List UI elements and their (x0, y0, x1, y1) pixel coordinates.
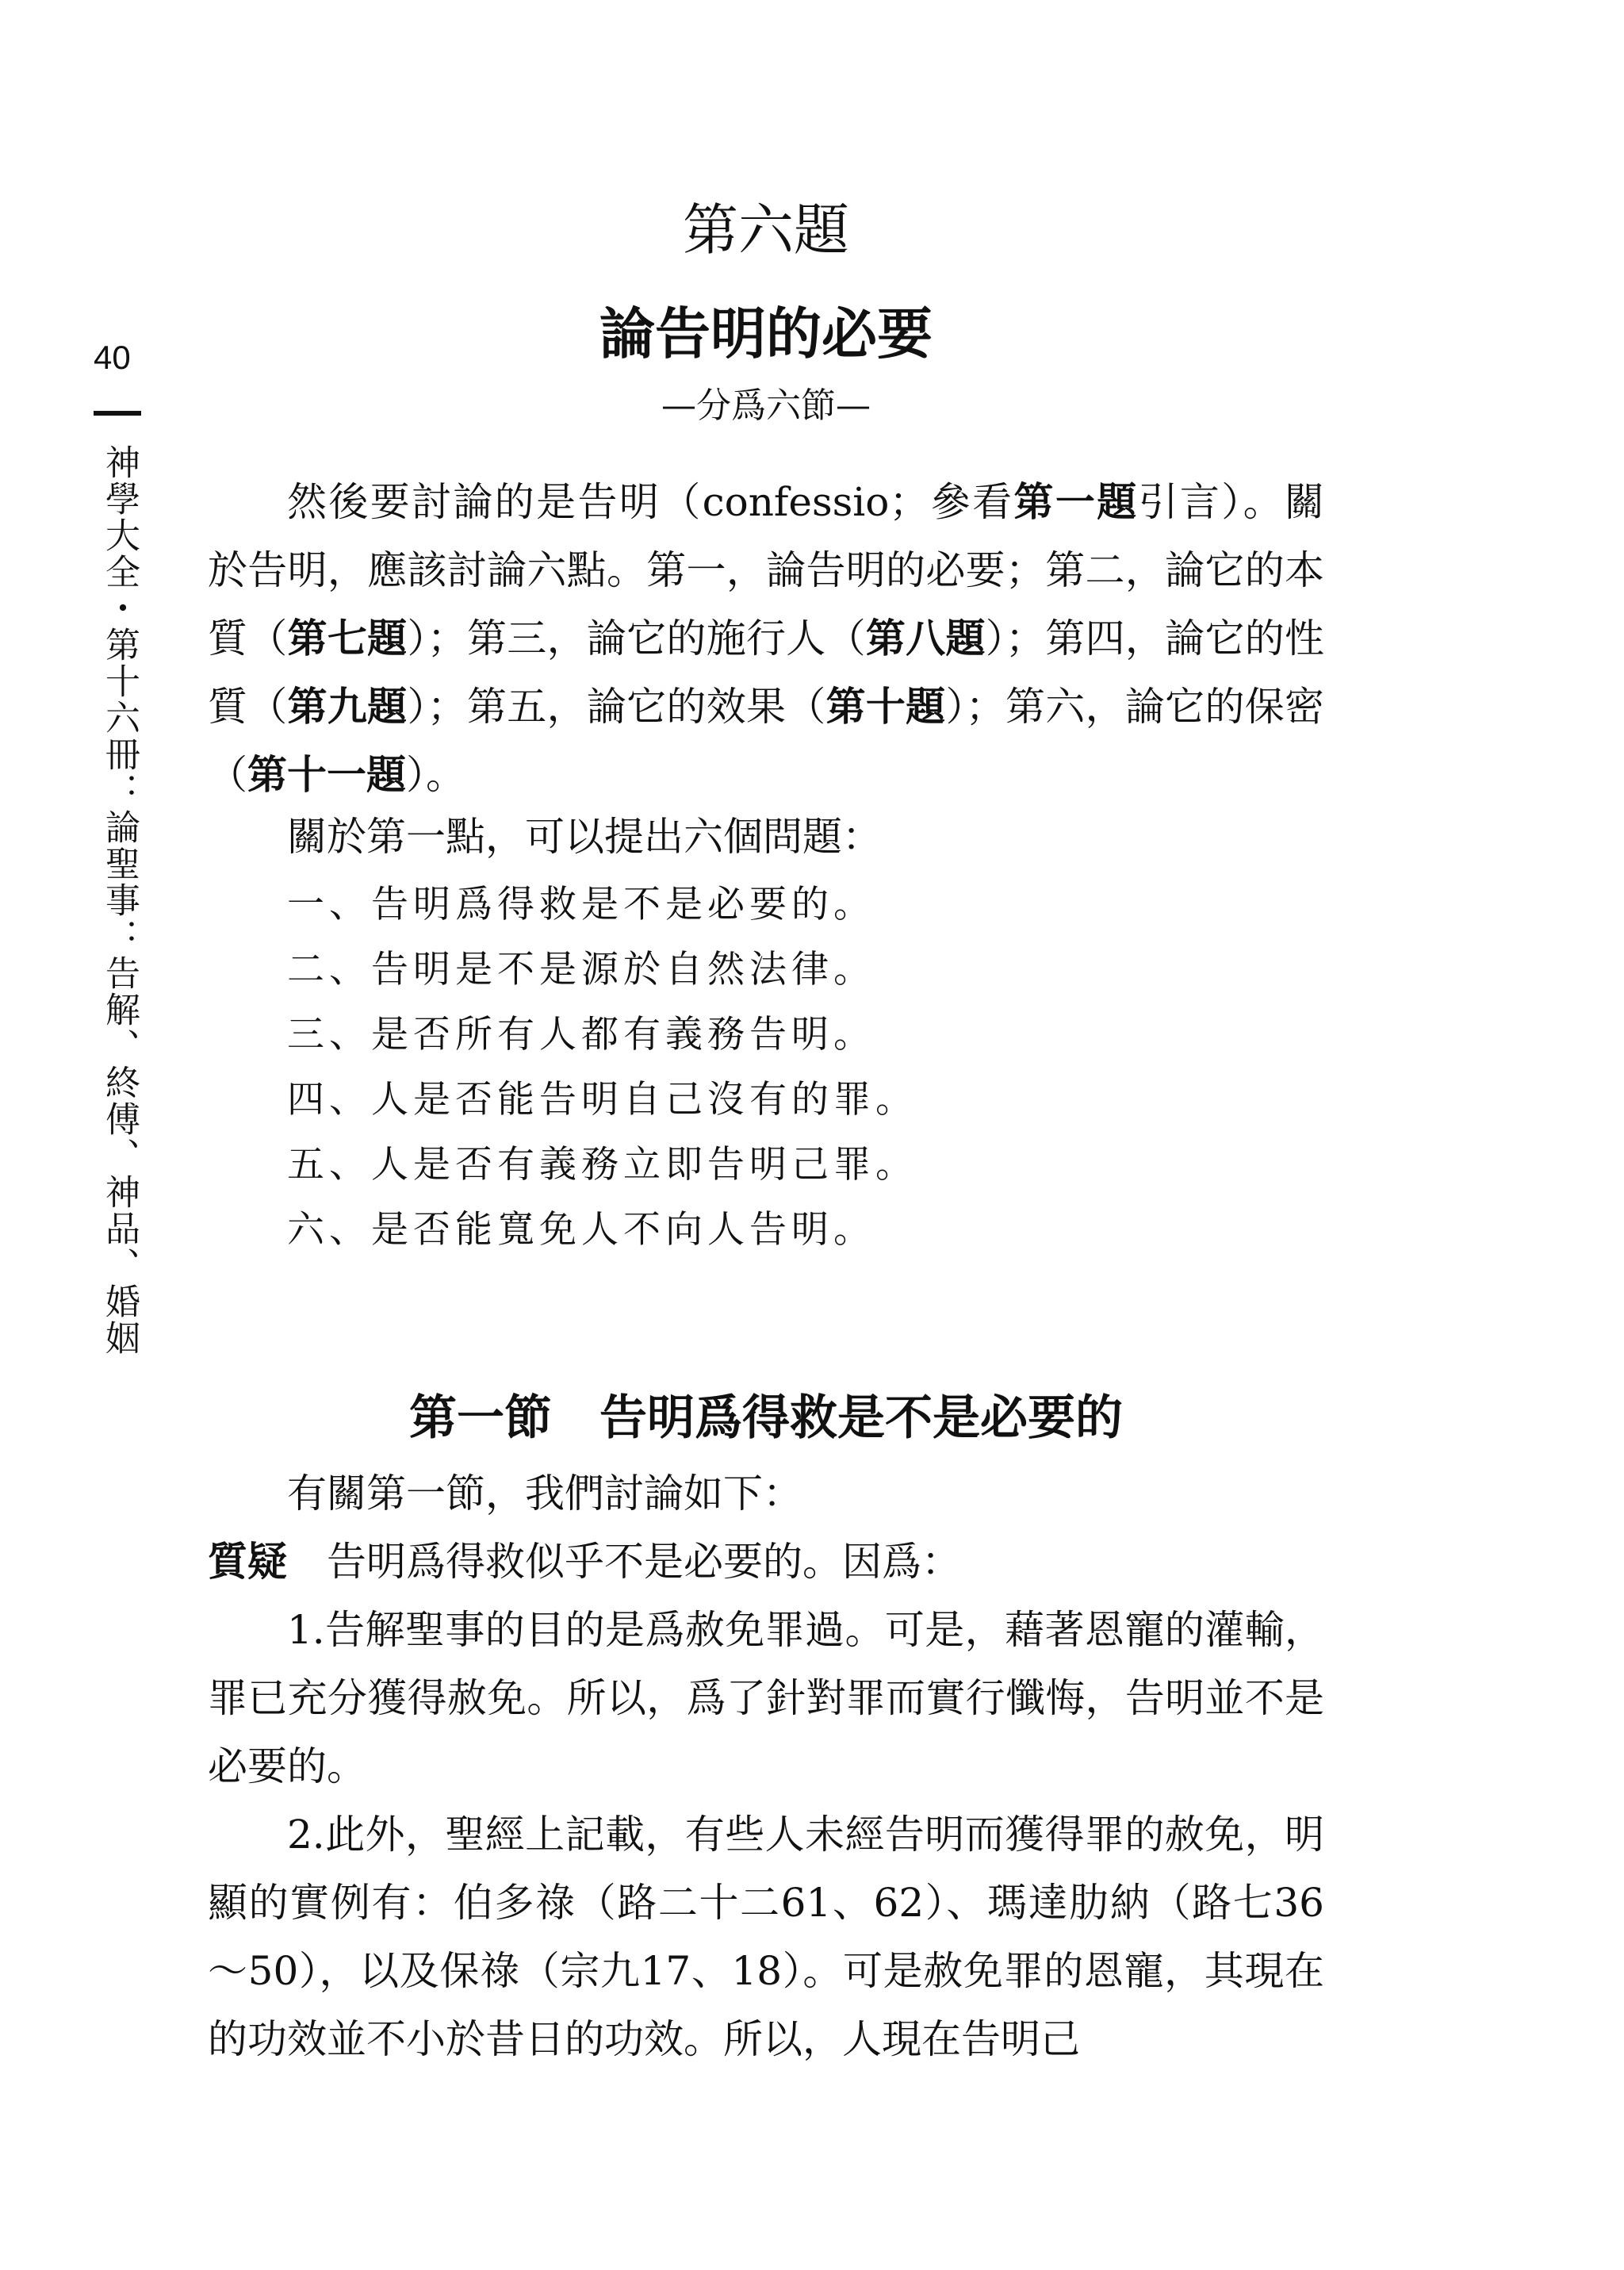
cross-reference: 第七題 (287, 615, 408, 661)
objection-point-2: 2.此外，聖經上記載，有些人未經告明而獲得罪的赦免，明顯的實例有：伯多祿（路二十二61、62）、瑪達肋納（路七36～50），以及保祿（宗九17、18）。可是赦免罪的恩寵，其現在的功效並不小於昔日的功效。所以，人現在告明己 (208, 1812, 1324, 2062)
objection-gap (287, 1539, 327, 1585)
intro-text-f: ）；第六，論它的保密（ (208, 684, 1325, 798)
cross-reference: 第八題 (865, 615, 986, 661)
list-item: 一、告明爲得救是不是必要的。 (287, 883, 875, 926)
page-title: 論告明的必要 (599, 301, 933, 366)
intro-paragraph (208, 468, 1324, 809)
objection-label: 質疑 (208, 1539, 287, 1585)
page-number: 40 (94, 339, 131, 376)
objection-paragraph (208, 1528, 1324, 1596)
objection-text: 告明爲得救似乎不是必要的。因爲： (327, 1539, 961, 1585)
intro-text-g: ）。 (406, 752, 465, 798)
section-heading: 第一節 告明爲得救是不是必要的 (409, 1390, 1123, 1446)
list-item: 三、是否所有人都有義務告明。 (287, 1013, 875, 1056)
cross-reference: 第九題 (287, 684, 408, 730)
list-item: 六、是否能寬免人不向人告明。 (287, 1208, 875, 1252)
running-head: 神學大全・第十六冊：論聖事：告解、終傅、神品、婚姻 (99, 444, 140, 1356)
cross-reference: 第十一題 (247, 752, 406, 798)
chapter-label: 第六題 (683, 197, 849, 263)
subtitle: —分爲六節— (661, 385, 871, 426)
intro-text-a: 然後要討論的是告明（confessio；參看 (287, 479, 1014, 525)
objection-point-1: 1.告解聖事的目的是爲赦免罪過。可是，藉著恩寵的灌輸，罪已充分獲得赦免。所以，爲了針對罪而實行懺悔，告明並不是必要的。 (208, 1607, 1324, 1789)
list-item: 二、告明是不是源於自然法律。 (287, 948, 875, 991)
intro-text-c: ）；第三，論它的施行人（ (407, 615, 866, 661)
intro-text-b: 引言）。關於告明，應該討論六點。第一，論告明的必要；第二，論它的本質（ (208, 479, 1324, 661)
intro-text-d: ）；第四，論它的性質（ (208, 615, 1325, 730)
section-lead: 有關第一節，我們討論如下： (287, 1471, 802, 1517)
intro-text-e: ）；第五，論它的效果（ (407, 684, 826, 730)
questions-lead: 關於第一點，可以提出六個問題： (287, 814, 882, 860)
running-head-rule (94, 411, 141, 416)
list-item: 四、人是否能告明自己沒有的罪。 (287, 1078, 917, 1122)
list-item: 五、人是否有義務立即告明己罪。 (287, 1143, 917, 1187)
question-list (287, 872, 1318, 1263)
cross-reference: 第十題 (825, 684, 946, 730)
cross-reference: 第一題 (1013, 479, 1139, 525)
